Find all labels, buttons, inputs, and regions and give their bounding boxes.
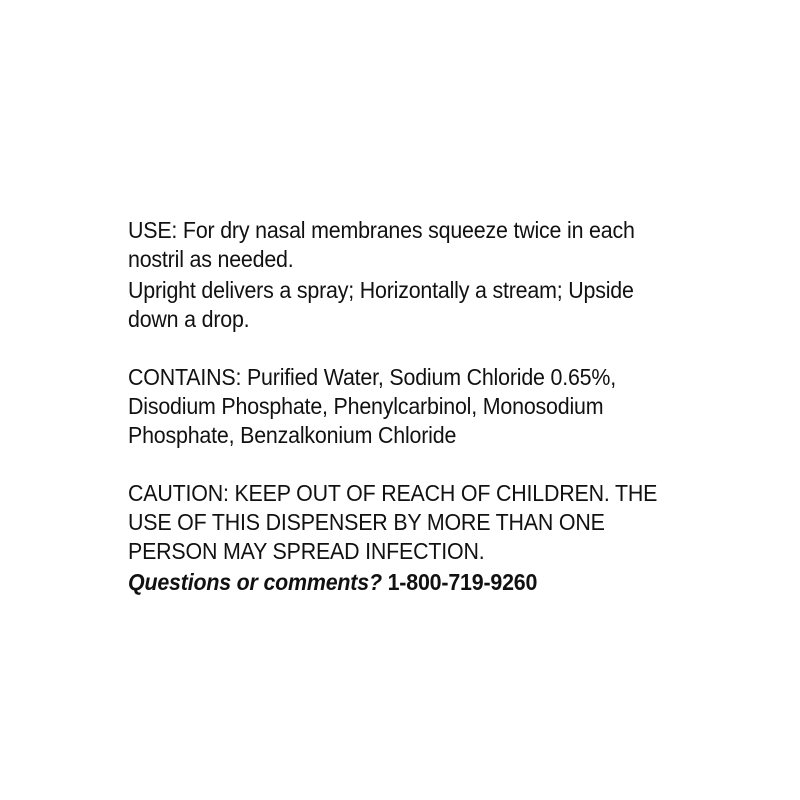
contact-phone-number: 1-800-719-9260 (387, 569, 538, 595)
product-label-text (128, 216, 688, 597)
spray-orientation-instructions: Upright delivers a spray; Horizontally a stream; Upside down a drop. (128, 277, 634, 332)
use-instructions: USE: For dry nasal membranes squeeze twice in each nostril as needed. (128, 217, 635, 272)
caution-warning: CAUTION: KEEP OUT OF REACH OF CHILDREN. THE USE OF THIS DISPENSER BY MORE THAN ONE PERSON MAY SPREAD INFECTION. (128, 480, 658, 564)
contact-line (128, 568, 686, 597)
contact-question: Questions or comments? (128, 569, 382, 595)
ingredients-list: CONTAINS: Purified Water, Sodium Chloride 0.65%, Disodium Phosphate, Phenylcarbinol, Monosodium Phosphate, Benzalkonium Chloride (128, 364, 616, 448)
